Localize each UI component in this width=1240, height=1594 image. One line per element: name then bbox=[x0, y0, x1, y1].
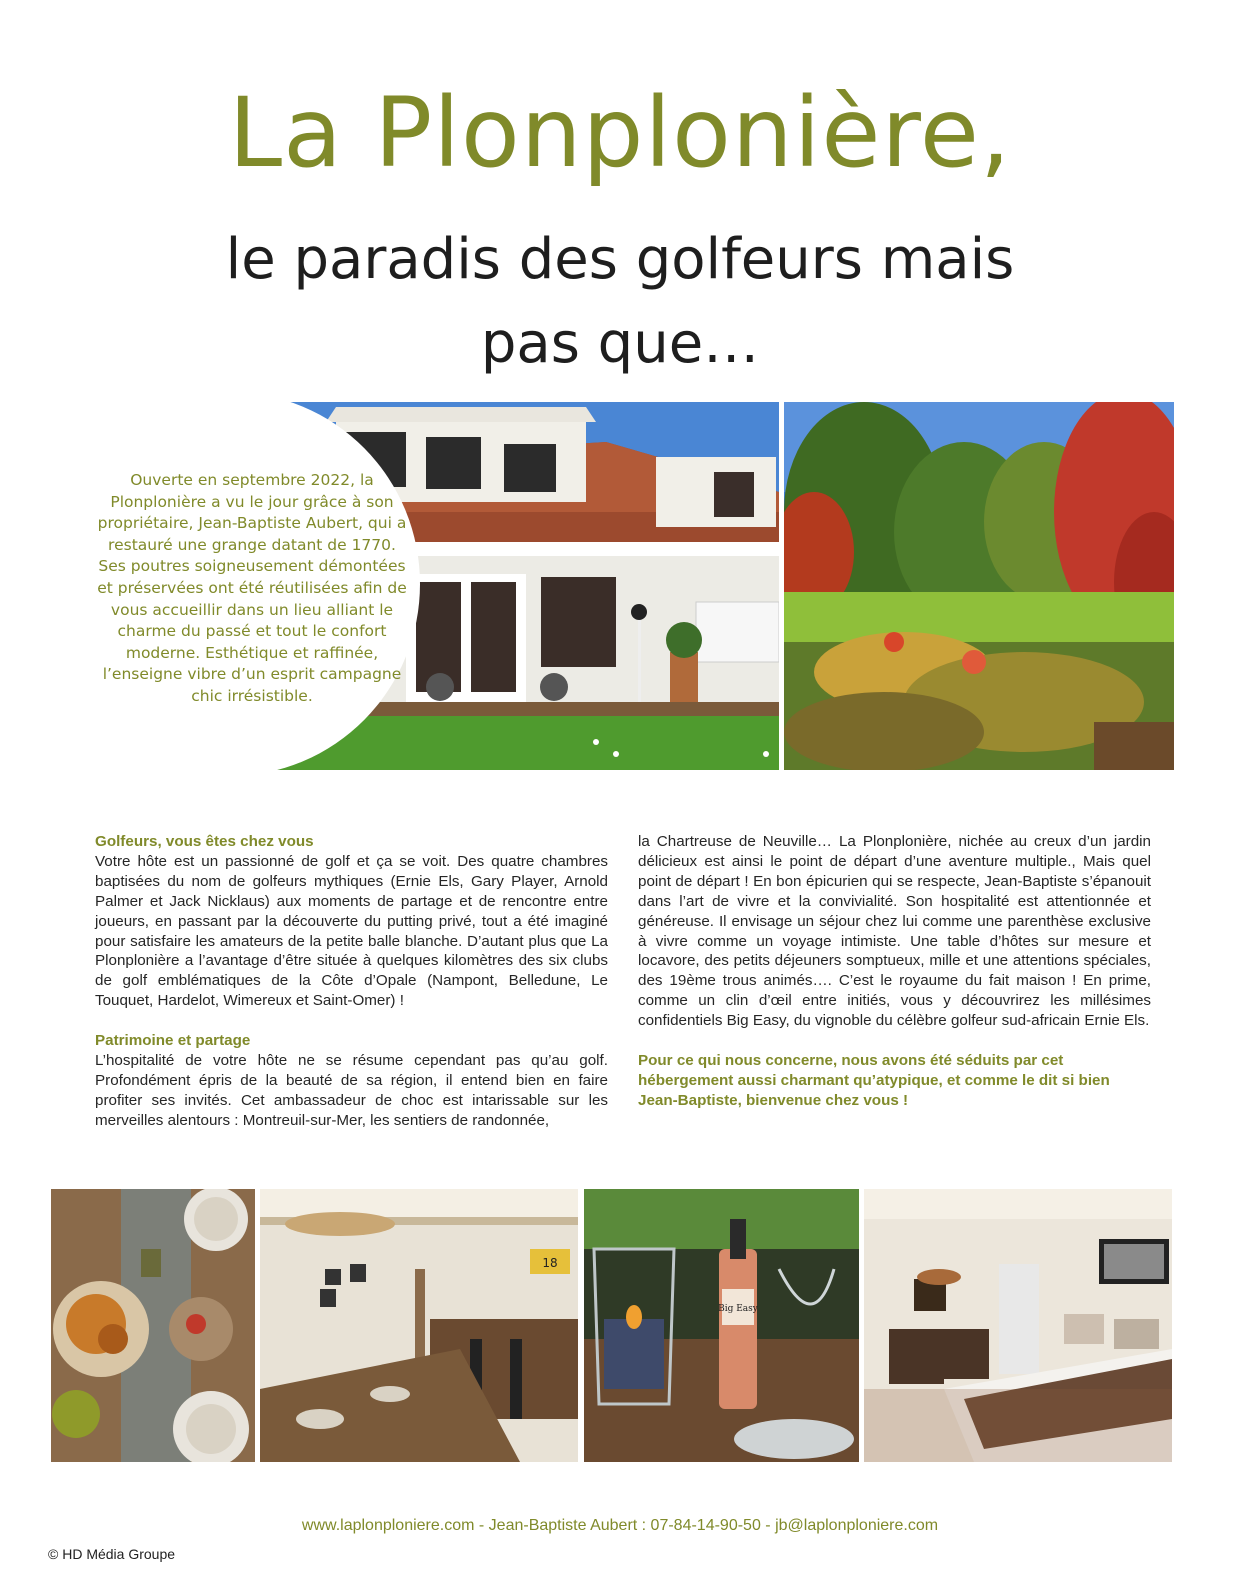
contact-footer: www.laplonploniere.com - Jean-Baptiste Aubert : 07-84-14-90-50 - jb@laplonploniere.com bbox=[301, 1517, 939, 1534]
closing-text: Pour ce qui nous concerne, nous avons été séduits par cet hébergement aussi charmant qu’atypique, et comme le dit si bien Jean-Baptiste, bienvenue chez vous ! bbox=[638, 1052, 1110, 1109]
wine-table-photo bbox=[584, 1189, 859, 1462]
page-subtitle bbox=[0, 218, 1240, 386]
bedroom-photo bbox=[864, 1189, 1172, 1462]
dining-room-photo bbox=[260, 1189, 578, 1462]
page-title: La Plonplonière, bbox=[228, 77, 1012, 189]
wine-label: Big Easy bbox=[718, 1304, 758, 1314]
intro-text: Ouverte en septembre 2022, la Plonplonière a vu le jour grâce à son propriétaire, Jean-Baptiste Aubert, qui a restauré une grange datant de 1770. Ses poutres soigneusement démontées et préservées ont été réutilisées afin de vous accueillir dans un lieu alliant le charme du passé et tout le confort moderne. Esthétique et raffinée, l’enseigne vibre d’un esprit campagne chic irrésistible. bbox=[97, 471, 407, 705]
subtitle-line-2: pas que… bbox=[480, 311, 760, 376]
breakfast-photo bbox=[51, 1189, 255, 1462]
section-heading-heritage: Patrimoine et partage bbox=[95, 1032, 251, 1050]
subtitle-line-1: le paradis des golfeurs mais bbox=[225, 227, 1015, 292]
section-text-golf: Votre hôte est un passionné de golf et ça se voit. Des quatre chambres baptisées du nom de golfeurs mythiques (Ernie Els, Gary Player, Arnold Palmer et Jack Nicklaus) aux moments de partage et de rencontre entre joueurs, en passant par la découverte du putting privé, tout a été imaginé pour satisfaire les amateurs de la petite balle blanche. D’autant plus que La Plonplonière a l’avantage d’être située à quelques kilomètres des six clubs de golf emblématiques de la Côte d’Opale (Nampont, Belledune, Le Touquet, Hardelot, Wimereux et Saint-Omer) ! bbox=[95, 852, 608, 1010]
section-heading-golf: Golfeurs, vous êtes chez vous bbox=[95, 833, 314, 850]
right-column bbox=[638, 832, 1151, 1111]
garden-photo bbox=[784, 402, 1174, 770]
left-column bbox=[95, 832, 608, 1131]
section-text-continued: la Chartreuse de Neuville… La Plonplonière, nichée au creux d’un jardin délicieux est ainsi le point de départ d’une aventure multiple., Mais quel point de départ ! En bon épicurien qui se respecte, Jean-Baptiste s’épanouit dans l’art de vivre et la convivialité. Son hospitalité est attentionnée et généreuse. Il envisage un séjour chez lui comme une parenthèse exclusive à vivre comme un voyage intimiste. Une table d’hôtes sur mesure et locavore, des petits déjeuners somptueux, mille et une attentions spéciales, des 19ème trous animés…. C’est le royaume du fait maison ! En prime, comme un clin d’œil entre initiés, vous y découvrirez les millésimes confidentiels Big Easy, du vignoble du célèbre golfeur sud-africain Ernie Els. bbox=[638, 833, 1151, 1030]
copyright: © HD Média Groupe bbox=[48, 1546, 176, 1562]
clock-number: 18 bbox=[542, 1256, 558, 1270]
section-text-heritage: L’hospitalité de votre hôte ne se résume cependant pas qu’au golf. Profondément épris de la beauté de sa région, il entend bien en faire profiter ses invités. Cet ambassadeur de choc est intarissable sur les merveilles alentours : Montreuil-sur-Mer, les sentiers de randonnée, bbox=[95, 1052, 608, 1129]
